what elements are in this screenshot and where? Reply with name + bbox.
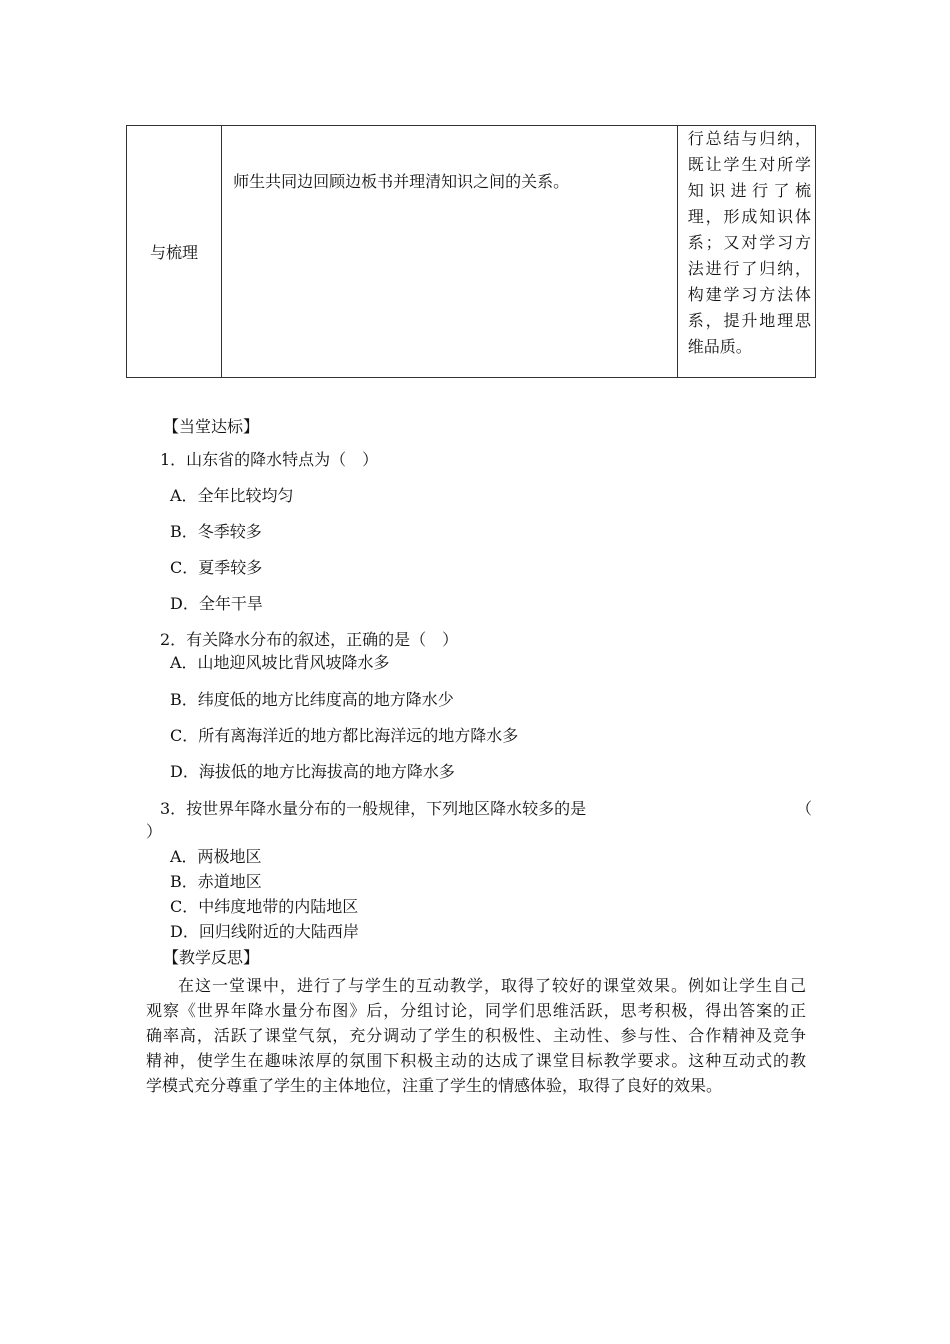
question-2-option-a: A．山地迎风坡比背风坡降水多 <box>170 653 390 672</box>
question-2-option-d: D．海拔低的地方比海拔高的地方降水多 <box>170 762 455 781</box>
question-1-option-d: D．全年干旱 <box>170 594 263 613</box>
intent-cell <box>677 126 815 378</box>
intent-line: 系，提升地理思 <box>687 311 811 330</box>
reflection-heading: 【教学反思】 <box>163 948 260 967</box>
question-3-stem: 3．按世界年降水量分布的一般规律，下列地区降水较多的是 <box>160 799 587 818</box>
question-3-option-b: B．赤道地区 <box>170 872 262 891</box>
stage-cell <box>127 126 222 378</box>
reflection-line: 观察《世界年降水量分布图》后，分组讨论，同学们思维活跃，思考积极，得出答案的正 <box>146 1001 806 1020</box>
intent-line: 构建学习方法体 <box>687 285 811 304</box>
reflection-line: 学模式充分尊重了学生的主体地位，注重了学生的情感体验，取得了良好的效果。 <box>146 1076 723 1095</box>
question-3-paren-open: （ <box>796 799 813 818</box>
reflection-line: 确率高，活跃了课堂气氛，充分调动了学生的积极性、主动性、参与性、合作精神及竞争 <box>146 1026 806 1045</box>
reflection-paragraph <box>146 973 806 1098</box>
question-1-option-c: C．夏季较多 <box>170 558 263 577</box>
intent-line: 既让学生对所学 <box>687 155 811 174</box>
intent-line: 系；又对学习方 <box>687 233 811 252</box>
activity-text: 师生共同边回顾边板书并理清知识之间的关系。 <box>233 172 570 191</box>
question-3-paren-close: ） <box>146 822 163 841</box>
intent-line: 知识进行了梳 <box>687 181 811 200</box>
lesson-table <box>126 125 816 378</box>
intent-line: 行总结与归纳， <box>687 129 811 148</box>
intent-line: 维品质。 <box>687 337 752 356</box>
question-1-option-b: B．冬季较多 <box>170 522 262 541</box>
question-3-option-d: D．回归线附近的大陆西岸 <box>170 922 359 941</box>
question-2-option-b: B．纬度低的地方比纬度高的地方降水少 <box>170 690 454 709</box>
reflection-line: 精神，使学生在趣味浓厚的氛围下积极主动的达成了课堂目标教学要求。这种互动式的教 <box>146 1051 806 1070</box>
question-2-option-c: C．所有离海洋近的地方都比海洋远的地方降水多 <box>170 726 519 745</box>
question-3-option-a: A．两极地区 <box>170 847 262 866</box>
activity-cell <box>222 126 678 378</box>
question-2-stem: 2．有关降水分布的叙述，正确的是（ ） <box>160 630 459 649</box>
intent-line: 理，形成知识体 <box>687 207 811 226</box>
table-row <box>127 126 816 378</box>
stage-label: 与梳理 <box>150 243 199 262</box>
reflection-line: 在这一堂课中，进行了与学生的互动教学，取得了较好的课堂效果。例如让学生自己 <box>178 976 806 995</box>
question-1-option-a: A．全年比较均匀 <box>170 486 294 505</box>
intent-line: 法进行了归纳， <box>687 259 811 278</box>
question-1-stem: 1．山东省的降水特点为（ ） <box>160 450 379 469</box>
exercise-heading: 【当堂达标】 <box>163 417 260 436</box>
question-3-option-c: C．中纬度地带的内陆地区 <box>170 897 359 916</box>
